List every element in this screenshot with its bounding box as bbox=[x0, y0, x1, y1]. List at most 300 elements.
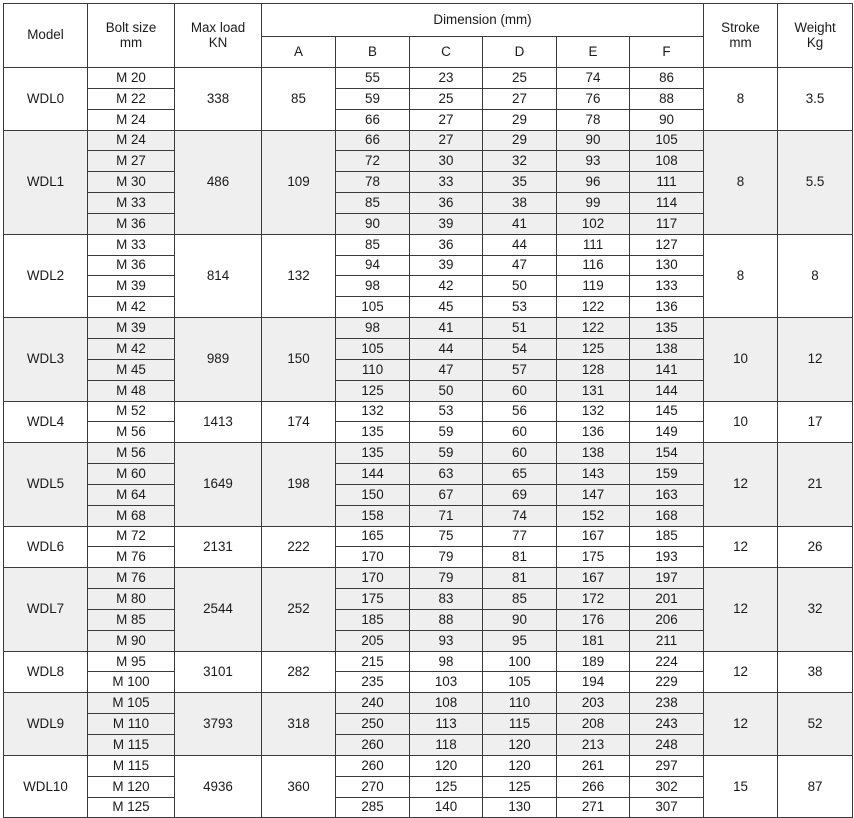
bolt-size-cell: M 33 bbox=[88, 234, 175, 255]
bolt-size-cell: M 24 bbox=[88, 109, 175, 130]
dim-e-cell: 167 bbox=[557, 526, 630, 547]
max-load-cell: 2544 bbox=[175, 568, 262, 651]
header-weight-unit: Kg bbox=[806, 34, 824, 50]
dim-c-cell: 113 bbox=[410, 714, 483, 735]
dim-f-cell: 86 bbox=[630, 68, 704, 89]
header-stroke-title: Stroke bbox=[721, 20, 760, 36]
dim-e-cell: 122 bbox=[557, 318, 630, 339]
stroke-cell: 12 bbox=[704, 568, 778, 651]
model-name: WDL5 bbox=[4, 443, 88, 526]
dim-b-cell: 260 bbox=[336, 755, 410, 776]
model-group bbox=[4, 68, 853, 131]
dim-c-cell: 45 bbox=[410, 297, 483, 318]
dim-d-cell: 77 bbox=[483, 526, 557, 547]
dim-d-cell: 32 bbox=[483, 151, 557, 172]
dim-b-cell: 235 bbox=[336, 672, 410, 693]
dim-c-cell: 41 bbox=[410, 318, 483, 339]
dim-e-cell: 138 bbox=[557, 443, 630, 464]
dim-a-cell: 252 bbox=[262, 568, 336, 651]
dim-b-cell: 170 bbox=[336, 568, 410, 589]
table-row bbox=[4, 526, 853, 547]
model-group bbox=[4, 755, 853, 818]
dim-d-cell: 60 bbox=[483, 422, 557, 443]
bolt-size-cell: M 39 bbox=[88, 318, 175, 339]
header-model: Model bbox=[4, 4, 88, 68]
max-load-cell: 4936 bbox=[175, 755, 262, 818]
dim-b-cell: 59 bbox=[336, 88, 410, 109]
dim-b-cell: 270 bbox=[336, 776, 410, 797]
dim-b-cell: 98 bbox=[336, 276, 410, 297]
dim-d-cell: 60 bbox=[483, 443, 557, 464]
model-name: WDL6 bbox=[4, 526, 88, 568]
bolt-size-cell: M 100 bbox=[88, 672, 175, 693]
dim-c-cell: 79 bbox=[410, 547, 483, 568]
dim-c-cell: 140 bbox=[410, 797, 483, 818]
table-row bbox=[4, 401, 853, 422]
dim-d-cell: 51 bbox=[483, 318, 557, 339]
header-dim-a: A bbox=[262, 37, 336, 68]
bolt-size-cell: M 72 bbox=[88, 526, 175, 547]
dim-b-cell: 125 bbox=[336, 380, 410, 401]
dim-e-cell: 143 bbox=[557, 464, 630, 485]
dim-b-cell: 132 bbox=[336, 401, 410, 422]
header-bolt-size-title: Bolt size bbox=[105, 20, 157, 36]
dim-d-cell: 90 bbox=[483, 609, 557, 630]
max-load-cell: 814 bbox=[175, 234, 262, 317]
dim-b-cell: 170 bbox=[336, 547, 410, 568]
dim-f-cell: 141 bbox=[630, 359, 704, 380]
bolt-size-cell: M 95 bbox=[88, 651, 175, 672]
dim-c-cell: 67 bbox=[410, 484, 483, 505]
dim-b-cell: 205 bbox=[336, 630, 410, 651]
bolt-size-cell: M 52 bbox=[88, 401, 175, 422]
dim-d-cell: 50 bbox=[483, 276, 557, 297]
dim-f-cell: 211 bbox=[630, 630, 704, 651]
dim-b-cell: 105 bbox=[336, 338, 410, 359]
dim-d-cell: 69 bbox=[483, 484, 557, 505]
dim-f-cell: 168 bbox=[630, 505, 704, 526]
spec-table bbox=[3, 3, 853, 818]
bolt-size-cell: M 80 bbox=[88, 589, 175, 610]
dim-e-cell: 78 bbox=[557, 109, 630, 130]
stroke-cell: 8 bbox=[704, 234, 778, 317]
weight-cell: 3.5 bbox=[778, 68, 853, 131]
header-max-load bbox=[175, 4, 262, 68]
dim-b-cell: 158 bbox=[336, 505, 410, 526]
dim-e-cell: 116 bbox=[557, 255, 630, 276]
dim-f-cell: 201 bbox=[630, 589, 704, 610]
dim-a-cell: 282 bbox=[262, 651, 336, 693]
dim-c-cell: 71 bbox=[410, 505, 483, 526]
dim-f-cell: 302 bbox=[630, 776, 704, 797]
dim-f-cell: 197 bbox=[630, 568, 704, 589]
dim-b-cell: 215 bbox=[336, 651, 410, 672]
dim-b-cell: 260 bbox=[336, 735, 410, 756]
dim-c-cell: 59 bbox=[410, 443, 483, 464]
stroke-cell: 12 bbox=[704, 443, 778, 526]
dim-c-cell: 118 bbox=[410, 735, 483, 756]
dim-b-cell: 105 bbox=[336, 297, 410, 318]
dim-d-cell: 57 bbox=[483, 359, 557, 380]
bolt-size-cell: M 85 bbox=[88, 609, 175, 630]
table-row bbox=[4, 130, 853, 151]
bolt-size-cell: M 125 bbox=[88, 797, 175, 818]
dim-a-cell: 360 bbox=[262, 755, 336, 818]
weight-cell: 87 bbox=[778, 755, 853, 818]
dim-d-cell: 120 bbox=[483, 755, 557, 776]
dim-e-cell: 194 bbox=[557, 672, 630, 693]
max-load-cell: 1649 bbox=[175, 443, 262, 526]
model-group bbox=[4, 651, 853, 693]
header-stroke-unit: mm bbox=[729, 34, 752, 50]
dim-e-cell: 111 bbox=[557, 234, 630, 255]
dim-d-cell: 81 bbox=[483, 568, 557, 589]
stroke-cell: 10 bbox=[704, 401, 778, 443]
dim-b-cell: 94 bbox=[336, 255, 410, 276]
dim-e-cell: 125 bbox=[557, 338, 630, 359]
bolt-size-cell: M 20 bbox=[88, 68, 175, 89]
dim-f-cell: 127 bbox=[630, 234, 704, 255]
dim-d-cell: 105 bbox=[483, 672, 557, 693]
dim-e-cell: 74 bbox=[557, 68, 630, 89]
dim-d-cell: 60 bbox=[483, 380, 557, 401]
dim-a-cell: 198 bbox=[262, 443, 336, 526]
dim-c-cell: 53 bbox=[410, 401, 483, 422]
dim-d-cell: 54 bbox=[483, 338, 557, 359]
dim-f-cell: 117 bbox=[630, 213, 704, 234]
dim-c-cell: 59 bbox=[410, 422, 483, 443]
dim-f-cell: 130 bbox=[630, 255, 704, 276]
dim-f-cell: 224 bbox=[630, 651, 704, 672]
dim-f-cell: 248 bbox=[630, 735, 704, 756]
dim-d-cell: 110 bbox=[483, 693, 557, 714]
dim-f-cell: 193 bbox=[630, 547, 704, 568]
header-weight bbox=[778, 4, 853, 68]
table-row bbox=[4, 68, 853, 89]
dim-b-cell: 144 bbox=[336, 464, 410, 485]
dim-a-cell: 132 bbox=[262, 234, 336, 317]
model-group bbox=[4, 693, 853, 756]
bolt-size-cell: M 36 bbox=[88, 213, 175, 234]
model-group bbox=[4, 234, 853, 317]
max-load-cell: 989 bbox=[175, 318, 262, 401]
stroke-cell: 8 bbox=[704, 68, 778, 131]
dim-d-cell: 81 bbox=[483, 547, 557, 568]
dim-d-cell: 44 bbox=[483, 234, 557, 255]
weight-cell: 12 bbox=[778, 318, 853, 401]
dim-e-cell: 147 bbox=[557, 484, 630, 505]
dim-e-cell: 76 bbox=[557, 88, 630, 109]
model-name: WDL0 bbox=[4, 68, 88, 131]
model-group bbox=[4, 443, 853, 526]
dim-e-cell: 271 bbox=[557, 797, 630, 818]
dim-d-cell: 125 bbox=[483, 776, 557, 797]
dim-c-cell: 25 bbox=[410, 88, 483, 109]
stroke-cell: 10 bbox=[704, 318, 778, 401]
header-dim-d: D bbox=[483, 37, 557, 68]
dim-c-cell: 108 bbox=[410, 693, 483, 714]
dim-d-cell: 47 bbox=[483, 255, 557, 276]
stroke-cell: 12 bbox=[704, 651, 778, 693]
dim-b-cell: 66 bbox=[336, 130, 410, 151]
bolt-size-cell: M 60 bbox=[88, 464, 175, 485]
dim-e-cell: 102 bbox=[557, 213, 630, 234]
model-group bbox=[4, 526, 853, 568]
dim-d-cell: 115 bbox=[483, 714, 557, 735]
dim-b-cell: 185 bbox=[336, 609, 410, 630]
model-name: WDL8 bbox=[4, 651, 88, 693]
weight-cell: 8 bbox=[778, 234, 853, 317]
dim-f-cell: 206 bbox=[630, 609, 704, 630]
dim-b-cell: 135 bbox=[336, 443, 410, 464]
dim-e-cell: 128 bbox=[557, 359, 630, 380]
max-load-cell: 3793 bbox=[175, 693, 262, 756]
dim-c-cell: 44 bbox=[410, 338, 483, 359]
header-dim-b: B bbox=[336, 37, 410, 68]
bolt-size-cell: M 115 bbox=[88, 755, 175, 776]
stroke-cell: 8 bbox=[704, 130, 778, 234]
dim-b-cell: 78 bbox=[336, 172, 410, 193]
dim-f-cell: 159 bbox=[630, 464, 704, 485]
model-name: WDL3 bbox=[4, 318, 88, 401]
weight-cell: 38 bbox=[778, 651, 853, 693]
dim-f-cell: 185 bbox=[630, 526, 704, 547]
model-group bbox=[4, 568, 853, 651]
dim-f-cell: 154 bbox=[630, 443, 704, 464]
dim-b-cell: 135 bbox=[336, 422, 410, 443]
bolt-size-cell: M 27 bbox=[88, 151, 175, 172]
table-row bbox=[4, 318, 853, 339]
bolt-size-cell: M 56 bbox=[88, 443, 175, 464]
dim-e-cell: 119 bbox=[557, 276, 630, 297]
table-row bbox=[4, 755, 853, 776]
dim-e-cell: 167 bbox=[557, 568, 630, 589]
model-group bbox=[4, 130, 853, 234]
dim-c-cell: 83 bbox=[410, 589, 483, 610]
weight-cell: 17 bbox=[778, 401, 853, 443]
dim-b-cell: 98 bbox=[336, 318, 410, 339]
model-name: WDL1 bbox=[4, 130, 88, 234]
table-row bbox=[4, 568, 853, 589]
dim-b-cell: 90 bbox=[336, 213, 410, 234]
bolt-size-cell: M 42 bbox=[88, 297, 175, 318]
dim-f-cell: 243 bbox=[630, 714, 704, 735]
dim-e-cell: 266 bbox=[557, 776, 630, 797]
stroke-cell: 12 bbox=[704, 526, 778, 568]
dim-e-cell: 93 bbox=[557, 151, 630, 172]
max-load-cell: 3101 bbox=[175, 651, 262, 693]
dim-c-cell: 23 bbox=[410, 68, 483, 89]
dim-b-cell: 85 bbox=[336, 234, 410, 255]
dim-c-cell: 39 bbox=[410, 255, 483, 276]
dim-b-cell: 285 bbox=[336, 797, 410, 818]
header-max-load-unit: KN bbox=[208, 34, 228, 50]
bolt-size-cell: M 90 bbox=[88, 630, 175, 651]
dim-c-cell: 36 bbox=[410, 193, 483, 214]
max-load-cell: 486 bbox=[175, 130, 262, 234]
header-dim-f: F bbox=[630, 37, 704, 68]
table-row bbox=[4, 234, 853, 255]
dim-a-cell: 318 bbox=[262, 693, 336, 756]
dim-c-cell: 36 bbox=[410, 234, 483, 255]
dim-d-cell: 56 bbox=[483, 401, 557, 422]
dim-e-cell: 90 bbox=[557, 130, 630, 151]
bolt-size-cell: M 39 bbox=[88, 276, 175, 297]
bolt-size-cell: M 115 bbox=[88, 735, 175, 756]
dim-e-cell: 132 bbox=[557, 401, 630, 422]
dim-c-cell: 63 bbox=[410, 464, 483, 485]
dim-d-cell: 27 bbox=[483, 88, 557, 109]
table-header bbox=[4, 4, 853, 68]
bolt-size-cell: M 36 bbox=[88, 255, 175, 276]
dim-f-cell: 297 bbox=[630, 755, 704, 776]
weight-cell: 32 bbox=[778, 568, 853, 651]
dim-e-cell: 181 bbox=[557, 630, 630, 651]
header-weight-title: Weight bbox=[794, 20, 836, 36]
dim-e-cell: 152 bbox=[557, 505, 630, 526]
dim-f-cell: 108 bbox=[630, 151, 704, 172]
dim-a-cell: 85 bbox=[262, 68, 336, 131]
dim-d-cell: 74 bbox=[483, 505, 557, 526]
dim-d-cell: 65 bbox=[483, 464, 557, 485]
bolt-size-cell: M 68 bbox=[88, 505, 175, 526]
dim-c-cell: 125 bbox=[410, 776, 483, 797]
dim-c-cell: 93 bbox=[410, 630, 483, 651]
bolt-size-cell: M 30 bbox=[88, 172, 175, 193]
dim-b-cell: 72 bbox=[336, 151, 410, 172]
dim-f-cell: 138 bbox=[630, 338, 704, 359]
max-load-cell: 2131 bbox=[175, 526, 262, 568]
dim-e-cell: 208 bbox=[557, 714, 630, 735]
bolt-size-cell: M 76 bbox=[88, 568, 175, 589]
bolt-size-cell: M 22 bbox=[88, 88, 175, 109]
header-dim-c: C bbox=[410, 37, 483, 68]
bolt-size-cell: M 24 bbox=[88, 130, 175, 151]
model-name: WDL7 bbox=[4, 568, 88, 651]
dim-f-cell: 105 bbox=[630, 130, 704, 151]
dim-b-cell: 55 bbox=[336, 68, 410, 89]
dim-f-cell: 163 bbox=[630, 484, 704, 505]
model-name: WDL4 bbox=[4, 401, 88, 443]
max-load-cell: 1413 bbox=[175, 401, 262, 443]
dim-e-cell: 175 bbox=[557, 547, 630, 568]
model-group bbox=[4, 401, 853, 443]
dim-b-cell: 175 bbox=[336, 589, 410, 610]
dim-e-cell: 176 bbox=[557, 609, 630, 630]
dim-c-cell: 120 bbox=[410, 755, 483, 776]
dim-f-cell: 114 bbox=[630, 193, 704, 214]
weight-cell: 52 bbox=[778, 693, 853, 756]
model-group bbox=[4, 318, 853, 401]
weight-cell: 26 bbox=[778, 526, 853, 568]
stroke-cell: 15 bbox=[704, 755, 778, 818]
dim-c-cell: 50 bbox=[410, 380, 483, 401]
dim-c-cell: 88 bbox=[410, 609, 483, 630]
header-bolt-size-unit: mm bbox=[119, 34, 143, 50]
bolt-size-cell: M 120 bbox=[88, 776, 175, 797]
dim-e-cell: 172 bbox=[557, 589, 630, 610]
header-dim-e: E bbox=[557, 37, 630, 68]
dim-a-cell: 150 bbox=[262, 318, 336, 401]
bolt-size-cell: M 45 bbox=[88, 359, 175, 380]
table-row bbox=[4, 443, 853, 464]
dim-b-cell: 150 bbox=[336, 484, 410, 505]
dim-f-cell: 135 bbox=[630, 318, 704, 339]
dim-e-cell: 189 bbox=[557, 651, 630, 672]
dim-e-cell: 213 bbox=[557, 735, 630, 756]
dim-e-cell: 122 bbox=[557, 297, 630, 318]
bolt-size-cell: M 110 bbox=[88, 714, 175, 735]
dim-f-cell: 111 bbox=[630, 172, 704, 193]
dim-e-cell: 99 bbox=[557, 193, 630, 214]
dim-b-cell: 250 bbox=[336, 714, 410, 735]
dim-e-cell: 96 bbox=[557, 172, 630, 193]
dim-e-cell: 261 bbox=[557, 755, 630, 776]
dim-d-cell: 120 bbox=[483, 735, 557, 756]
dim-c-cell: 39 bbox=[410, 213, 483, 234]
header-max-load-title: Max load bbox=[190, 20, 246, 36]
dim-b-cell: 66 bbox=[336, 109, 410, 130]
dim-d-cell: 85 bbox=[483, 589, 557, 610]
dim-a-cell: 222 bbox=[262, 526, 336, 568]
dim-d-cell: 95 bbox=[483, 630, 557, 651]
dim-f-cell: 149 bbox=[630, 422, 704, 443]
dim-f-cell: 133 bbox=[630, 276, 704, 297]
dim-f-cell: 229 bbox=[630, 672, 704, 693]
dim-b-cell: 165 bbox=[336, 526, 410, 547]
dim-d-cell: 100 bbox=[483, 651, 557, 672]
dim-d-cell: 130 bbox=[483, 797, 557, 818]
dim-c-cell: 103 bbox=[410, 672, 483, 693]
bolt-size-cell: M 42 bbox=[88, 338, 175, 359]
model-name: WDL10 bbox=[4, 755, 88, 818]
bolt-size-cell: M 76 bbox=[88, 547, 175, 568]
dim-e-cell: 131 bbox=[557, 380, 630, 401]
dim-c-cell: 47 bbox=[410, 359, 483, 380]
dim-b-cell: 240 bbox=[336, 693, 410, 714]
dim-d-cell: 29 bbox=[483, 109, 557, 130]
stroke-cell: 12 bbox=[704, 693, 778, 756]
dim-c-cell: 27 bbox=[410, 130, 483, 151]
dim-f-cell: 145 bbox=[630, 401, 704, 422]
dim-d-cell: 38 bbox=[483, 193, 557, 214]
table-row bbox=[4, 651, 853, 672]
dim-c-cell: 75 bbox=[410, 526, 483, 547]
model-name: WDL2 bbox=[4, 234, 88, 317]
dim-f-cell: 88 bbox=[630, 88, 704, 109]
dim-f-cell: 136 bbox=[630, 297, 704, 318]
dim-a-cell: 109 bbox=[262, 130, 336, 234]
header-bolt-size bbox=[88, 4, 175, 68]
weight-cell: 5.5 bbox=[778, 130, 853, 234]
dim-f-cell: 90 bbox=[630, 109, 704, 130]
dim-c-cell: 42 bbox=[410, 276, 483, 297]
dim-f-cell: 238 bbox=[630, 693, 704, 714]
dim-f-cell: 307 bbox=[630, 797, 704, 818]
dim-d-cell: 35 bbox=[483, 172, 557, 193]
bolt-size-cell: M 33 bbox=[88, 193, 175, 214]
dim-b-cell: 85 bbox=[336, 193, 410, 214]
max-load-cell: 338 bbox=[175, 68, 262, 131]
bolt-size-cell: M 105 bbox=[88, 693, 175, 714]
weight-cell: 21 bbox=[778, 443, 853, 526]
bolt-size-cell: M 56 bbox=[88, 422, 175, 443]
dim-b-cell: 110 bbox=[336, 359, 410, 380]
dim-c-cell: 98 bbox=[410, 651, 483, 672]
dim-c-cell: 33 bbox=[410, 172, 483, 193]
header-stroke bbox=[704, 4, 778, 68]
dim-d-cell: 29 bbox=[483, 130, 557, 151]
